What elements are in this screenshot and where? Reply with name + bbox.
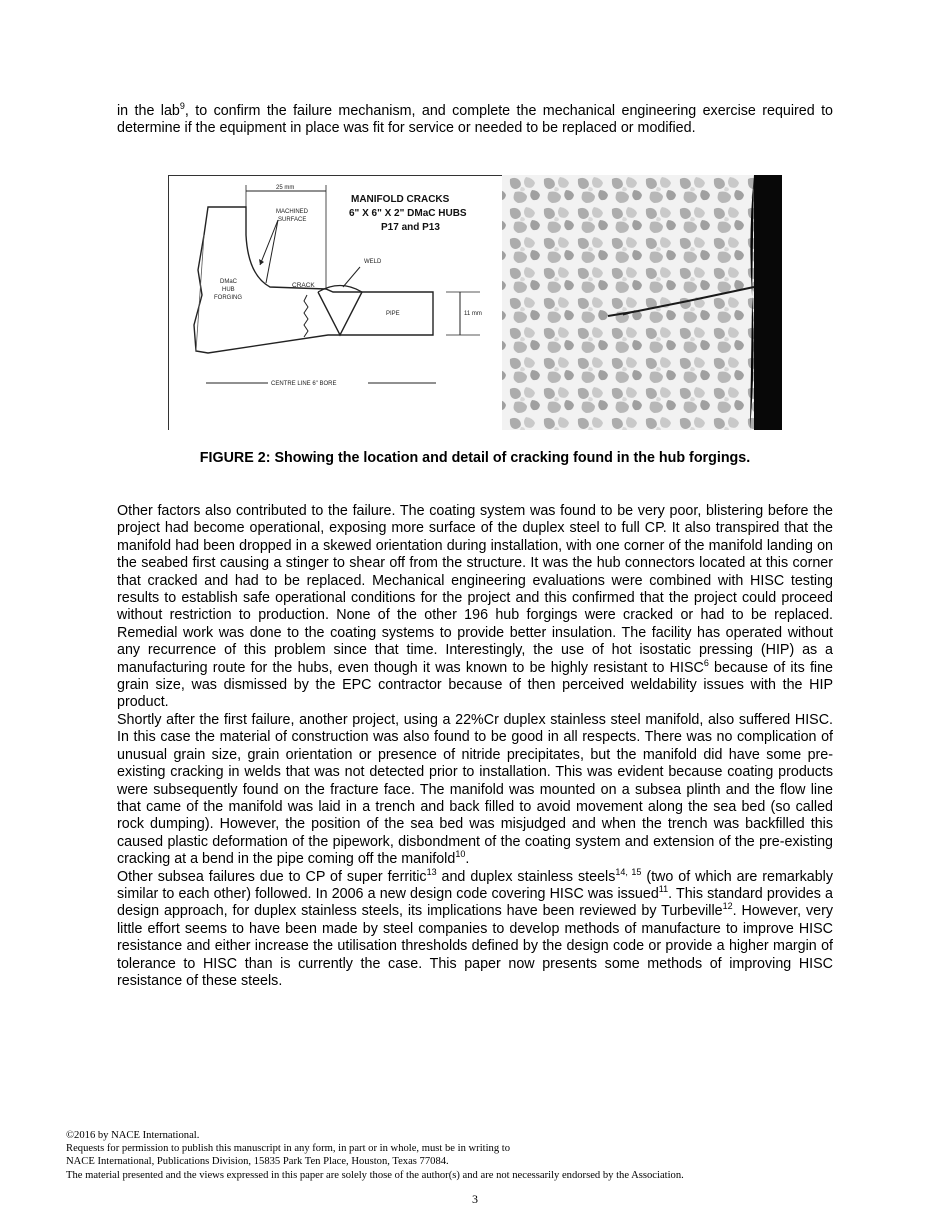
paragraph-1	[117, 503, 833, 712]
ref-10: 10	[455, 849, 466, 860]
p1-text-a: Other factors also contributed to the failure. The coating system was found to be very poor, blistering before the project had become operational, exposing more surface of the duplex steel to full CP. It also transpired that the manifold had been dropped in a skewed orientation during installation, with one corner of the manifold landing on the seabed first causing a stinger to shear off from the structure. It was the hub connectors located at this corner that cracked and had to be replaced. Mechanical engineering evaluations were combined with HISC testing results to establish safe operational conditions for the project and this confirmed that the project could proceed without restriction to production. None of the other 196 hub forgings were cracked or had to be replaced. Remedial work was done to the coating systems to provide better insulation. The facility has operated without any recurrence of this problem since that time. Interestingly, the use of hot isostatic pressing (HIP) as a manufacturing route for the hubs, even though it was known to be highly resistant to HISC	[117, 503, 833, 676]
figure-2	[168, 175, 782, 430]
p3-text-c: (two of which are remarkably similar to each other) followed. In 2006 a new design code covering HISC was issued	[117, 868, 834, 902]
forging-label-3: FORGING	[214, 295, 242, 301]
footer-line-1: ©2016 by NACE International.	[66, 1130, 200, 1141]
specimen-edge	[754, 175, 782, 430]
figure-caption: FIGURE 2: Showing the location and detail of cracking found in the hub forgings.	[199, 450, 751, 466]
p3-text-a: Other subsea failures due to CP of super ferritic	[117, 868, 427, 885]
ref-9: 9	[179, 101, 185, 111]
paragraph-3	[117, 866, 834, 991]
footer-line-3: NACE International, Publications Division, 15835 Park Ten Place, Houston, Texas 77084.	[66, 1156, 449, 1168]
crack-micrograph	[502, 175, 782, 430]
paragraph-2	[117, 712, 833, 869]
p3-text-e: . However, very little effort seems to have been made by steel companies to develop methods of manufacture to improve HISC resistance and either increase the utilisation thresholds defined by the design code or provide a higher margin of tolerance to HISC than is currently the case. This paper now presents some methods of improving HISC resistance of these steels.	[117, 903, 833, 989]
weld-label: WELD	[364, 259, 382, 265]
diagram-title-3: P17 and P13	[381, 222, 440, 233]
machined-label-1: MACHINED	[276, 209, 309, 215]
intro-paragraph	[117, 103, 833, 138]
p2-text-b: .	[465, 851, 470, 868]
ref-12: 12	[722, 901, 733, 912]
ref-13: 13	[426, 866, 437, 877]
intro-text-a: in the lab	[117, 103, 180, 119]
p1-text-b: because of its fine grain size, was dismissed by the EPC contractor because of then perceived weldability issues with the HIP product.	[117, 659, 833, 711]
hub-schematic	[168, 175, 502, 430]
crack-label: CRACK	[292, 282, 315, 289]
intro-text-b: , to confirm the failure mechanism, and complete the mechanical engineering exercise required to determine if the equipment in place was fit for service or needed to be replaced or modified.	[117, 103, 833, 137]
dim-right-label: 11 mm	[464, 311, 482, 317]
ref-11: 11	[658, 883, 669, 894]
centre-line-label: CENTRE LINE 6" BORE	[271, 381, 337, 387]
footer-line-2: Requests for permission to publish this manuscript in any form, in part or in whole, must be in writing to	[66, 1143, 511, 1155]
ref-6: 6	[703, 657, 709, 668]
diagram-title-1: MANIFOLD CRACKS	[351, 194, 450, 205]
footer-line-4: The material presented and the views expressed in this paper are solely those of the author(s) and are not necessarily endorsed by the Association.	[66, 1169, 684, 1181]
pipe-label: PIPE	[386, 311, 400, 317]
forging-label-2: HUB	[222, 287, 235, 293]
copyright-footer	[66, 1129, 886, 1182]
p3-text-d: . This standard provides a design approach, for duplex stainless steels, its implications have been reviewed by Turbeville	[117, 885, 833, 920]
body-text	[117, 503, 833, 990]
figure-2-graphic	[168, 175, 782, 430]
dim-top-label: 25 mm	[276, 185, 295, 191]
forging-label-1: DMaC	[220, 279, 238, 285]
machined-label-2: SURFACE	[278, 217, 307, 223]
p3-text-b: and duplex stainless steels	[436, 868, 616, 885]
diagram-title-2: 6" X 6" X 2" DMaC HUBS	[349, 208, 467, 219]
ref-14-15: 14, 15	[615, 866, 642, 877]
page-number: 3	[472, 1192, 478, 1206]
p2-text-a: Shortly after the first failure, another project, using a 22%Cr duplex stainless steel manifold, also suffered HISC. In this case the material of construction was also found to be good in all respects. There was no complication of unusual grain size, grain orientation or presence of nitride precipitates, but the manifold did have some pre-existing cracking in welds that was not detected prior to installation. This was evident because coating products were subsequently found on the fracture face. The manifold was mounted on a subsea plinth and the flow line that came of the manifold was laid in a trench and back filled to avoid movement along the sea bed (so called rock dumping). However, the position of the sea bed was misjudged and when the trench was backfilled this caused plastic deformation of the pipework, disbondment of the coating system and extension of the pre-existing cracking at a bend in the pipe coming off the manifold	[117, 711, 833, 868]
